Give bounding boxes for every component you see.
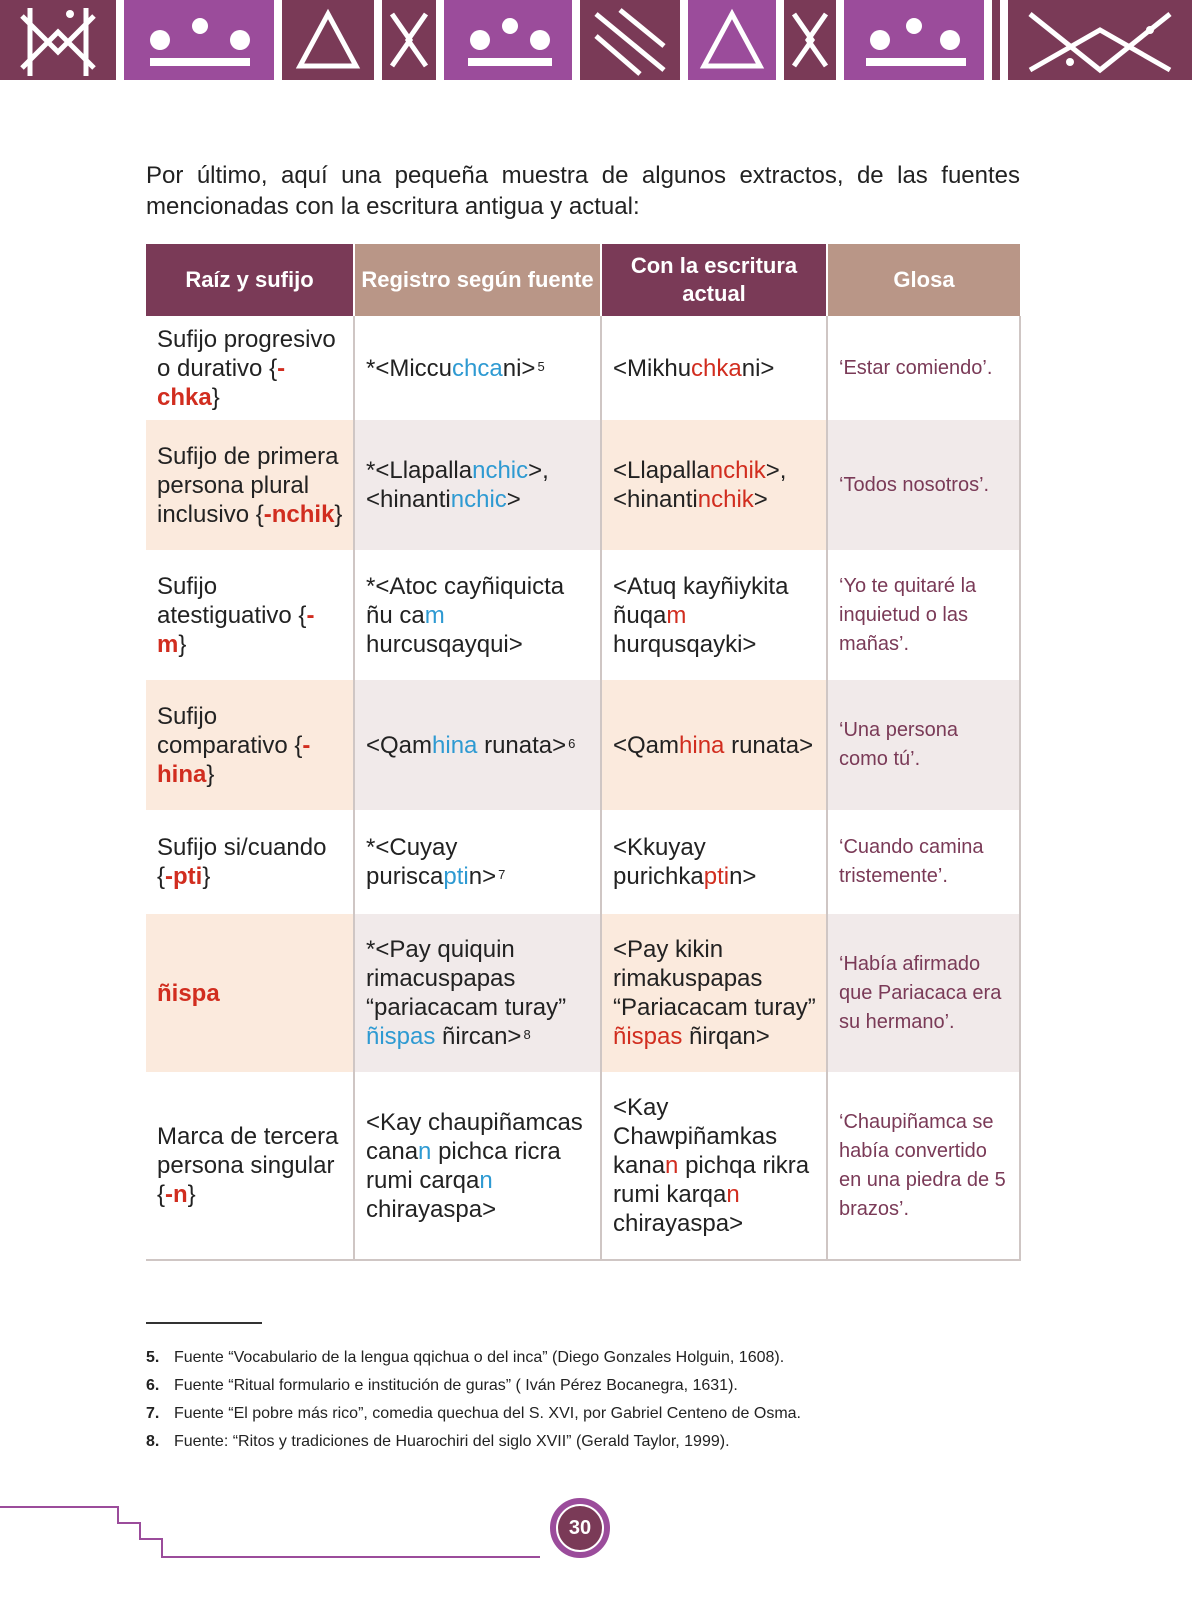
header-current-writing: Con la escritura actual — [601, 244, 827, 316]
text-segment: n> — [729, 863, 757, 890]
text-segment: pti — [443, 863, 469, 890]
cell-root-suffix — [146, 420, 354, 550]
cell-gloss: ‘Todos nosotros’. — [827, 420, 1020, 550]
header-root-suffix: Raíz y sufijo — [146, 244, 354, 316]
table-body — [146, 316, 1020, 1260]
cell-current-writing — [601, 680, 827, 810]
cell-source-record — [354, 550, 601, 680]
text-segment: ni> — [741, 354, 775, 382]
text-segment: n> — [468, 863, 497, 890]
text-segment: n — [726, 1181, 740, 1208]
cell-current-writing — [601, 550, 827, 680]
text-segment: <Mikhu — [613, 354, 692, 382]
table-row — [146, 316, 1020, 420]
cell-root-suffix — [146, 914, 354, 1072]
text-segment: } — [187, 1181, 196, 1208]
table-row — [146, 680, 1020, 810]
suffix-table — [146, 244, 1021, 1261]
text-segment: } — [206, 760, 215, 788]
text-segment: nchik — [697, 486, 754, 513]
cell-source-record — [354, 914, 601, 1072]
text-segment: <Qam — [366, 731, 433, 759]
text-segment: <Atuq kayñiykita ñuqa — [613, 572, 789, 629]
text-segment: runata> — [477, 731, 567, 759]
text-segment: <Pay kikin rimakuspapas “Pariacacam turay” — [613, 936, 816, 1021]
text-segment: runata> — [724, 731, 814, 759]
text-segment: *<Miccu — [366, 354, 453, 382]
cell-gloss: ‘Chaupiñamca se había convertido en una piedra de 5 brazos’. — [827, 1072, 1020, 1260]
decorative-banner — [0, 0, 1192, 84]
footnote-6: 6. Fuente “Ritual formulario e institución de guras” ( Iván Pérez Bocanegra, 1631). — [146, 1377, 738, 1394]
footnote-ref: 8 — [523, 1027, 531, 1042]
cell-root-suffix — [146, 810, 354, 914]
table-row — [146, 420, 1020, 550]
text-segment: *<Llapalla — [366, 457, 473, 484]
text-segment: *<Atoc cayñiquicta ñu ca — [366, 572, 565, 629]
footnote-8: 8. Fuente: “Ritos y tradiciones de Huarochiri del siglo XVII” (Gerald Taylor, 1999). — [146, 1433, 730, 1450]
text-segment: hina — [432, 731, 478, 759]
text-segment: pti — [703, 863, 730, 890]
text-segment: n — [418, 1137, 432, 1165]
footnotes — [146, 1344, 1046, 1456]
cell-gloss: ‘Cuando camina tristemente’. — [827, 810, 1020, 914]
footnote-ref: 6 — [568, 735, 576, 751]
cell-root-suffix — [146, 680, 354, 810]
text-segment: ñispa — [157, 979, 220, 1007]
cell-gloss: ‘Había afirmado que Pariacaca era su hermano’. — [827, 914, 1020, 1072]
text-segment: ñispas — [613, 1023, 683, 1050]
text-segment: >, <hinanti — [613, 457, 787, 513]
text-segment: chirayaspa> — [613, 1210, 744, 1237]
text-segment: chca — [452, 354, 503, 382]
text-segment: pichqa rikra rumi karqa — [613, 1152, 810, 1208]
text-segment: Sufijo atestiguativo { — [157, 572, 307, 629]
cell-gloss: ‘Una persona como tú’. — [827, 680, 1020, 810]
table-row — [146, 914, 1020, 1072]
text-segment: n — [665, 1152, 679, 1179]
cell-root-suffix — [146, 1072, 354, 1260]
text-segment: -n — [165, 1181, 188, 1208]
page-number: 30 — [558, 1506, 602, 1550]
text-segment: } — [211, 383, 220, 411]
table-header-row — [146, 244, 1020, 316]
text-segment: -nchik — [263, 500, 335, 528]
cell-current-writing — [601, 316, 827, 420]
text-segment: ñispas — [366, 1023, 436, 1050]
text-segment: } — [178, 630, 187, 658]
text-segment: -hina — [157, 731, 311, 788]
text-segment: >, <hinanti — [366, 457, 549, 513]
text-segment: ñirqan> — [682, 1023, 770, 1050]
text-segment: -m — [157, 601, 315, 658]
text-segment: nchik — [709, 457, 766, 484]
text-segment: Marca de tercera persona singular { — [157, 1123, 339, 1208]
cell-current-writing — [601, 914, 827, 1072]
intro-paragraph: Por último, aquí una pequeña muestra de algunos extractos, de las fuentes mencionadas con la escritura antigua y actual: — [146, 162, 1020, 220]
cell-source-record — [354, 680, 601, 810]
text-segment: <Kkuyay purichka — [613, 834, 706, 890]
footnote-ref: 7 — [498, 867, 506, 882]
textile-pattern-icon — [0, 0, 1192, 84]
text-segment: Sufijo progresivo o durativo { — [157, 325, 336, 382]
footnote-ref: 5 — [537, 358, 545, 374]
header-source-record: Registro según fuente — [354, 244, 601, 316]
cell-current-writing — [601, 810, 827, 914]
text-segment: hurqusqayki> — [613, 630, 757, 658]
text-segment: > — [753, 486, 768, 513]
text-segment: Sufijo de primera persona plural inclusivo { — [157, 442, 339, 528]
cell-source-record — [354, 1072, 601, 1260]
text-segment: ñircan> — [435, 1023, 522, 1050]
text-segment: hurcusqayqui> — [366, 630, 523, 658]
cell-current-writing — [601, 1072, 827, 1260]
footnote-7: 7. Fuente “El pobre más rico”, comedia quechua del S. XVI, por Gabriel Centeno de Osma. — [146, 1405, 801, 1422]
table-row — [146, 1072, 1020, 1260]
table-row — [146, 810, 1020, 914]
text-segment: ni> — [502, 354, 536, 382]
header-gloss: Glosa — [827, 244, 1020, 316]
text-segment: <Kay chaupiñamcas cana — [366, 1108, 583, 1165]
text-segment: m — [424, 601, 445, 629]
cell-gloss: ‘Yo te quitaré la inquietud o las mañas’. — [827, 550, 1020, 680]
cell-current-writing — [601, 420, 827, 550]
text-segment: <Qam — [613, 731, 680, 759]
text-segment: chirayaspa> — [366, 1195, 497, 1223]
cell-root-suffix — [146, 550, 354, 680]
cell-source-record — [354, 420, 601, 550]
page-number-badge — [550, 1498, 610, 1558]
text-segment: -chka — [157, 354, 286, 411]
table-row — [146, 550, 1020, 680]
footnote-divider — [146, 1322, 262, 1324]
text-segment: nchic — [450, 486, 507, 513]
cell-root-suffix — [146, 316, 354, 420]
text-segment: pichca ricra rumi carqa — [366, 1137, 561, 1194]
text-segment: hina — [679, 731, 725, 759]
text-segment: nchic — [472, 457, 529, 484]
cell-source-record — [354, 810, 601, 914]
text-segment: *<Pay quiquin rimacuspapas “pariacacam turay” — [366, 936, 567, 1021]
cell-gloss: ‘Estar comiendo’. — [827, 316, 1020, 420]
text-segment: m — [666, 601, 687, 629]
text-segment: } — [334, 500, 343, 528]
text-segment: n — [479, 1166, 493, 1194]
text-segment: *<Cuyay purisca — [366, 834, 458, 890]
text-segment: -pti — [165, 863, 203, 890]
text-segment: Sufijo comparativo { — [157, 702, 303, 759]
text-segment: chka — [691, 354, 742, 382]
footnote-5: 5. Fuente “Vocabulario de la lengua qqichua o del inca” (Diego Gonzales Holguin, 1608). — [146, 1349, 785, 1366]
text-segment: > — [506, 486, 521, 513]
text-segment: <Llapalla — [613, 457, 710, 484]
text-segment: Sufijo si/cuando { — [157, 834, 327, 890]
text-segment: } — [202, 863, 211, 890]
cell-source-record — [354, 316, 601, 420]
text-segment: <Kay Chawpiñamkas kana — [613, 1094, 778, 1179]
